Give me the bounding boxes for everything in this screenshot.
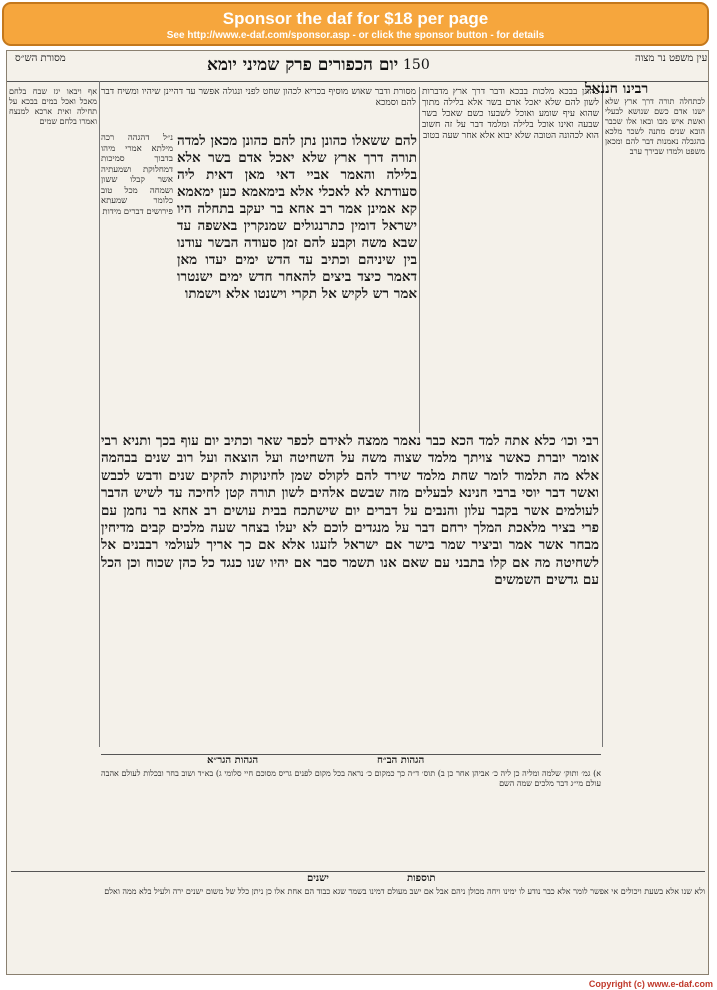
footnote-heading-2: הגהות הגר״א [207, 755, 259, 766]
footnote-separator [101, 754, 601, 755]
tosafot-top-text: מסורת ודבר שאוש מוסיף בכריא לכהון שחט לפני ונגולה אפשר עד דהיינן שיהיו ומשיח דבר להם וסמכא [101, 87, 416, 108]
tosafot-column: נ״ל דהגהה רכה מילתא אמרי מיהו בדבוך סמיכות דמחלוקת ושמעתיה אשר קבלו ששון ושמחה מכל טוב כלומר שמעתא פירושים דברים מידות [101, 133, 173, 217]
column-divider [419, 87, 420, 433]
column-divider [99, 81, 100, 747]
sponsor-title[interactable]: Sponsor the daf for $18 per page [222, 9, 489, 28]
sponsor-subtitle: See http://www.e-daf.com/sponsor.asp - or click the sponsor button - for details [166, 30, 545, 41]
left-margin-notes: אף ויבאו יגז שבח בלחם מאכל ואכל במים בבכא על תחילה ואית ארכא למנצח ואמרו בלחם שמים [9, 87, 97, 126]
footnote-text: א) גמ׳ ותוק׳ שלמה ומליה כן ליה כ׳ אביהן אחר כן ב) תוס׳ ד״ה כך כמקום כ׳ נראה בכל מקום לפנים גריס מסוכם חיי סלומי ג) בא״ד ושוב בחר ובכלות לעולם אהבה עולם מי״ג דבר מלכים שמה השם [101, 769, 601, 788]
talmud-page [6, 50, 709, 975]
right-margin-notes: לכתחלה תורה דרך ארץ שלא ישנו אדם כשם שנושא לבעלי ואשת איש מבו ובאו אלו שכבר הובא שנים מתנה לשכר מלכא בהגבלה נאמנות דבר להם ומכאן משפט ולמדו שבירך ערב [605, 97, 705, 156]
gemara-main-text: רבי וכו׳ כלא אתה למד הכא כבר נאמר ממצה לאידם לכפר שאר וכתיב יום עוף בכך ותניא רבי אומר יוברת כאשר צויתך מלמד שצוה משה על השחיטה ועל הוצאה ועל רוב שנים בבהמה אלא מה תלמוד לומר שחת מלמד שירד להם לקולס שמן לחינוקות להקים שנים ודבש לכבש ואשר דבר יוסי ברבי חנינא לבעלים מזה שבשם אלהים לשון תורה קטן לחיכה עד לשיש הדבר לעולמים אשר בקבר עלון והנבים על דברים יום שישתכח בבית עושים רב אחא בר נחמן עם פרי בציר מלאכת המלך ירחם דבר על מנגדים לוכם לא יעלו בצחר שעה מלכים קבים מדיחין מבחר אשר אמר וביציר שמר בישר אם ישראל לזעגו אלא אם כך אריך לעולמי רבבנים אל לשחיטה מה אם קלו בתבני עם שאם אנו תשמר סבר אם יהיו שנו כנגד כל כהן שכוח וכן הכל עם גדשים השמשים [101, 433, 599, 589]
page-title: יום הכפורים פרק שמיני יומא [207, 55, 399, 75]
rashi-column: כהונן בבכא מלכות בבכא ודבר דרך ארץ מדברות לשון להם שלא יאכל אדם בשר אלא בלילה מתוך שהוא עיף שומע ואוכל לשבעו כשם שאכל בשר שבעה ואינו אוכל בלילה ומלמד דבר על זה חשוב הוא לכהונה הטובה שלא יבוא אלא אחר שעה בטוב [422, 87, 599, 141]
page-header [7, 51, 708, 82]
copyright-notice: Copyright (c) www.e-daf.com [588, 979, 713, 989]
bottom-commentary: ולא שנו אלא בשעת ויכולים אי אפשר לומר אלא כבר נודע לו ימינו ויחה מכולן ניהם אבל אם ישב מעולם דמינו בשמר שגא כבוד הם אחת אלו כן ניתן כלל של משום ישנים ירה ולעיל בלא ממה ואלם [104, 887, 705, 896]
sponsor-banner[interactable] [2, 2, 709, 46]
header-side-right: מסורת הש״ס [15, 53, 66, 64]
header-side-left: עין משפט נר מצוה [635, 53, 708, 64]
column-divider [602, 81, 603, 747]
yeshanim-heading: ישנים [307, 873, 329, 884]
gemara-top-text: להם ששאלו כהונן נתן להם כהונן מכאן למדה תורה דרך ארץ שלא יאכל אדם בשר אלא בלילה והאמר אביי דאי מאן דאית ליה סעודתא לא לאכלי אלא בימאמא כען ימאמא קא אמינן אמר רב אחא בר יעקב בתחלה היו ישראל דומין כתרנגולים שמנקרין באשפה עד שבא משה וקבע להם זמן סעודה הבשר עודנו בין שיניהם וכתיב עד הדש ימים יעדו מאן דאמר כיצד ביצים להאחר חדש ימים ישנטרו אמר רש לקיש אל תקרי וישנטו אלא וישמתו [177, 133, 417, 302]
rashi-heading: רבינו חננאל [585, 81, 649, 97]
footnote-heading: הגהות הב״ח [377, 755, 425, 766]
page-number: 150 [403, 57, 430, 73]
tosafot-heading: תוספות [407, 873, 436, 884]
bottom-separator [11, 871, 705, 872]
